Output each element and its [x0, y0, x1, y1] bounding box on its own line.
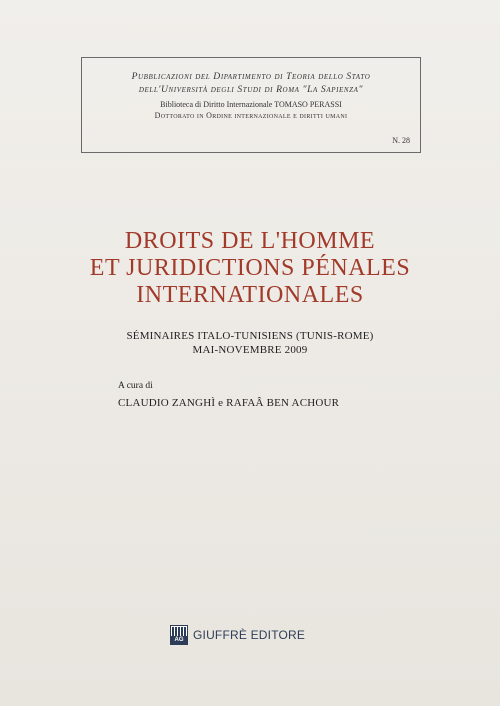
publisher [170, 625, 305, 645]
curated-by-label: A cura di [118, 381, 153, 391]
book-title-line3: INTERNATIONALES [136, 282, 364, 308]
book-title-line2: ET JURIDICTIONS PÉNALES [89, 255, 411, 281]
publisher-logo-text: AG [171, 636, 187, 644]
book-title-line1: DROITS DE L'HOMME [124, 228, 376, 254]
editors-names: CLAUDIO ZANGHÌ e RAFAÂ BEN ACHOUR [118, 397, 340, 409]
publisher-logo-icon [170, 625, 188, 645]
series-title-line2: dell'Università degli Studi di Roma "La Sapienza" [138, 84, 364, 95]
book-subtitle-line1: SÉMINAIRES ITALO-TUNISIENS (TUNIS-ROME) [126, 330, 374, 342]
series-subtitle-line2: Dottorato in Ordine internazionale e diritti umani [154, 111, 348, 120]
series-subtitle-line1: Biblioteca di Diritto Internazionale TOMASO PERASSI [160, 100, 342, 109]
publisher-name: GIUFFRÈ EDITORE [193, 628, 306, 642]
series-number: N. 28 [392, 136, 410, 145]
series-box [81, 57, 421, 153]
series-title-line1: Pubblicazioni del Dipartimento di Teoria dello Stato [131, 71, 371, 82]
book-subtitle-line2: MAI-NOVEMBRE 2009 [192, 344, 308, 356]
